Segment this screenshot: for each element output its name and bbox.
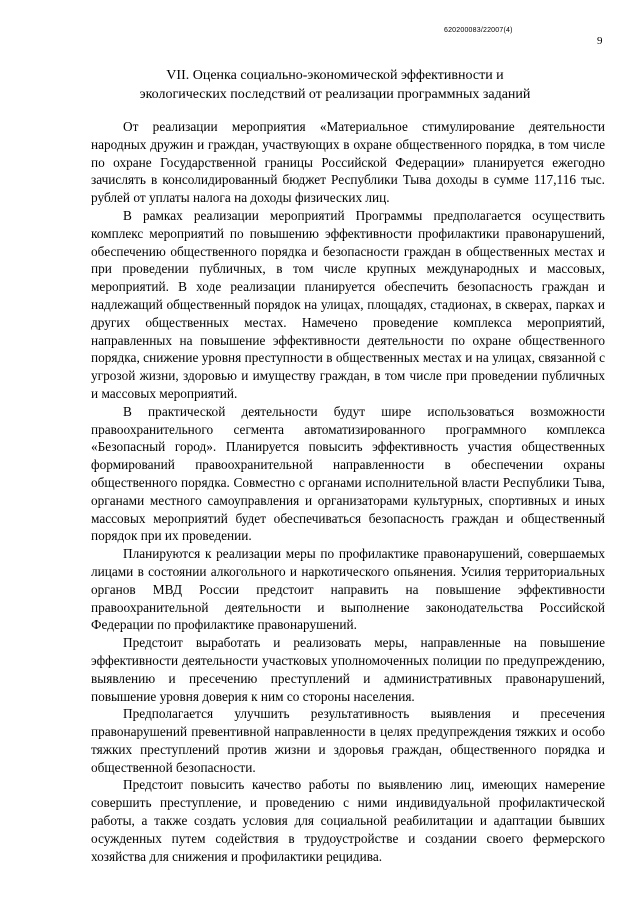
paragraph: Предстоит выработать и реализовать меры, направленные на повышение эффективности деятельности участковых уполномоченных полиции по предупреждению, выявлению и пресечению преступлений и административных правонарушений, повышение уровня доверия к ним со стороны населения. xyxy=(91,635,605,704)
paragraph: В рамках реализации мероприятий Программы предполагается осуществить комплекс мероприятий по повышению эффективности профилактики правонарушений, обеспечению общественного порядка и безопасности граждан в общественных местах и при проведении публичных, в том числе крупных международных и массовых, мероприятий. В ходе реализации планируется обеспечить безопасность граждан и надлежащий общественный порядок на улицах, площадях, стадионах, в скверах, парках и других общественных местах. Намечено проведение комплекса мероприятий, направленных на повышение эффективности деятельности по охране общественного порядка, снижение уровня преступности в общественных местах и на улицах, связанной с угрозой жизни, здоровью и имуществу граждан, в том числе при проведении публичных и массовых мероприятий. xyxy=(91,207,605,401)
section-title-line-2: экологических последствий от реализации программных заданий xyxy=(139,87,531,102)
paragraph: Предполагается улучшить результативность выявления и пресечения правонарушений превентивной направленности в целях предупреждения тяжких и особо тяжких преступлений против жизни и здоровья граждан, общественного порядка и общественной безопасности. xyxy=(91,706,605,775)
paragraph: От реализации мероприятия «Материальное стимулирование деятельности народных дружин и граждан, участвующих в охране общественного порядка, в том числе по охране Государственной границы Российской Федерации» планируется ежегодно зачислять в консолидированный бюджет Республики Тыва доходы в сумме 117,116 тыс. рублей от уплаты налога на доходы физических лиц. xyxy=(91,119,605,206)
paragraph: В практической деятельности будут шире использоваться возможности правоохранительного сегмента автоматизированного программного комплекса «Безопасный город». Планируется повысить эффективность участия общественных формирований правоохранительной направленности в обеспечении охраны общественного порядка. Совместно с органами исполнительной власти Республики Тыва, органами местного самоуправления и организаторами культурных, спортивных и иных массовых мероприятий будет обеспечиваться безопасность граждан и общественный порядок при их проведении. xyxy=(91,403,605,544)
paragraph: Предстоит повысить качество работы по выявлению лиц, имеющих намерение совершить преступление, и проведению с ними индивидуальной профилактической работы, а также создать условия для социальной реабилитации и адаптации бывших осужденных путем содействия в трудоустройстве и создании своего фермерского хозяйства для снижения и профилактики рецидива. xyxy=(91,777,605,864)
section-title-line-1: VII. Оценка социально-экономической эффективности и xyxy=(166,68,504,83)
page-number: 9 xyxy=(597,35,603,47)
body-text xyxy=(91,118,605,865)
document-code: 620200083/22007(4) xyxy=(444,27,513,34)
section-title xyxy=(100,66,570,104)
paragraph: Планируются к реализации меры по профилактике правонарушений, совершаемых лицами в состоянии алкогольного и наркотического опьянения. Усилия территориальных органов МВД России предстоит направить на повышение эффективности правоохранительной деятельности и выполнение законодательства Российской Федерации по профилактике правонарушений. xyxy=(91,546,605,633)
